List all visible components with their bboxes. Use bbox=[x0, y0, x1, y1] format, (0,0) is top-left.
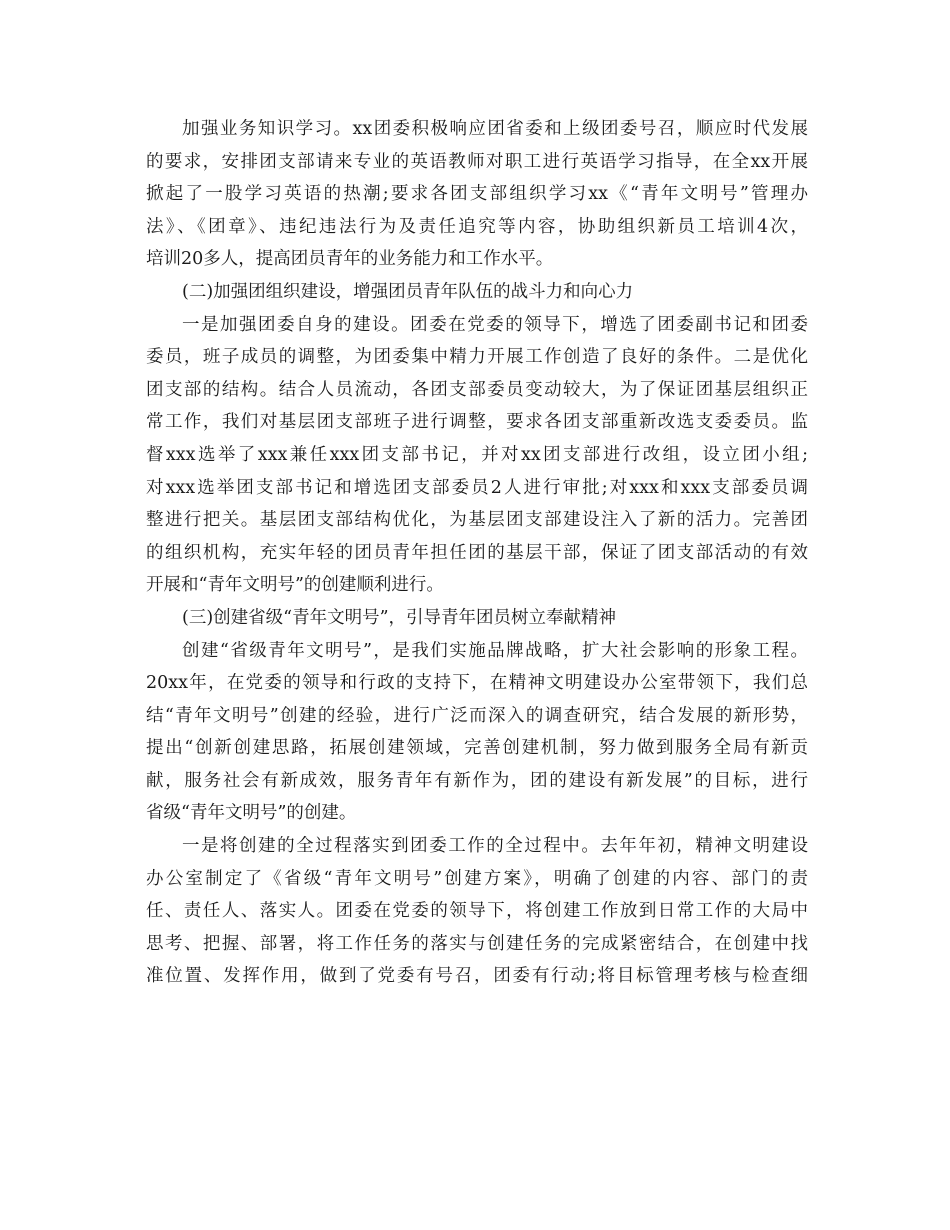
text-line: 的组织机构，充实年轻的团员青年担任团的基层干部，保证了团支部活动的有效 bbox=[146, 542, 808, 563]
text-line: 省级“青年文明号”的创建。 bbox=[146, 803, 357, 824]
text-line: 掀起了一股学习英语的热潮;要求各团支部组织学习xx《“青年文明号”管理办 bbox=[146, 184, 808, 205]
text-line: 准位置、发挥作用，做到了党委有号召，团委有行动;将目标管理考核与检查细 bbox=[146, 966, 808, 987]
text-line: 献，服务社会有新成效，服务青年有新作为，团的建设有新发展”的目标，进行 bbox=[146, 770, 808, 791]
text-line: 常工作，我们对基层团支部班子进行调整，要求各团支部重新改选支委委员。监 bbox=[146, 412, 808, 433]
text-line: 一是将创建的全过程落实到团委工作的全过程中。去年年初，精神文明建设 bbox=[182, 836, 808, 857]
text-line: 的要求，安排团支部请来专业的英语教师对职工进行英语学习指导，在全xx开展 bbox=[146, 151, 808, 172]
text-line: 思考、把握、部署，将工作任务的落实与创建任务的完成紧密结合，在创建中找 bbox=[146, 933, 808, 954]
text-line: 加强业务知识学习。xx团委积极响应团省委和上级团委号召，顺应时代发展 bbox=[182, 119, 808, 139]
text-line: 创建“省级青年文明号”，是我们实施品牌战略，扩大社会影响的形象工程。 bbox=[182, 640, 808, 661]
document-body bbox=[146, 113, 808, 993]
text-line: 培训20多人，提高团员青年的业务能力和工作水平。 bbox=[146, 249, 554, 270]
text-line: (二)加强团组织建设，增强团员青年队伍的战斗力和向心力 bbox=[182, 281, 634, 302]
text-line: 对xxx选举团支部书记和增选团支部委员2人进行审批;对xxx和xxx支部委员调 bbox=[146, 477, 808, 498]
text-line: 委员，班子成员的调整，为团委集中精力开展工作创造了良好的条件。二是优化 bbox=[146, 347, 808, 368]
text-line: 团支部的结构。结合人员流动，各团支部委员变动较大，为了保证团基层组织正 bbox=[146, 379, 808, 400]
text-line: 开展和“青年文明号”的创建顺利进行。 bbox=[146, 575, 444, 596]
text-line: 任、责任人、落实人。团委在党委的领导下，将创建工作放到日常工作的大局中 bbox=[146, 901, 808, 922]
text-line: (三)创建省级“青年文明号”，引导青年团员树立奉献精神 bbox=[182, 607, 617, 628]
text-line: 一是加强团委自身的建设。团委在党委的领导下，增选了团委副书记和团委 bbox=[182, 314, 808, 335]
text-line: 法》、《团章》、违纪违法行为及责任追究等内容，协助组织新员工培训4次， bbox=[146, 216, 808, 237]
text-line: 办公室制定了《省级“青年文明号”创建方案》，明确了创建的内容、部门的责 bbox=[146, 868, 808, 889]
text-line: 结“青年文明号”创建的经验，进行广泛而深入的调查研究，结合发展的新形势， bbox=[146, 705, 808, 726]
text-line: 20xx年，在党委的领导和行政的支持下，在精神文明建设办公室带领下，我们总 bbox=[146, 673, 808, 694]
text-line: 整进行把关。基层团支部结构优化，为基层团支部建设注入了新的活力。完善团 bbox=[146, 510, 808, 531]
text-line: 督xxx选举了xxx兼任xxx团支部书记，并对xx团支部进行改组，设立团小组; bbox=[146, 444, 808, 465]
text-line: 提出“创新创建思路，拓展创建领域，完善创建机制，努力做到服务全局有新贡 bbox=[146, 738, 808, 759]
